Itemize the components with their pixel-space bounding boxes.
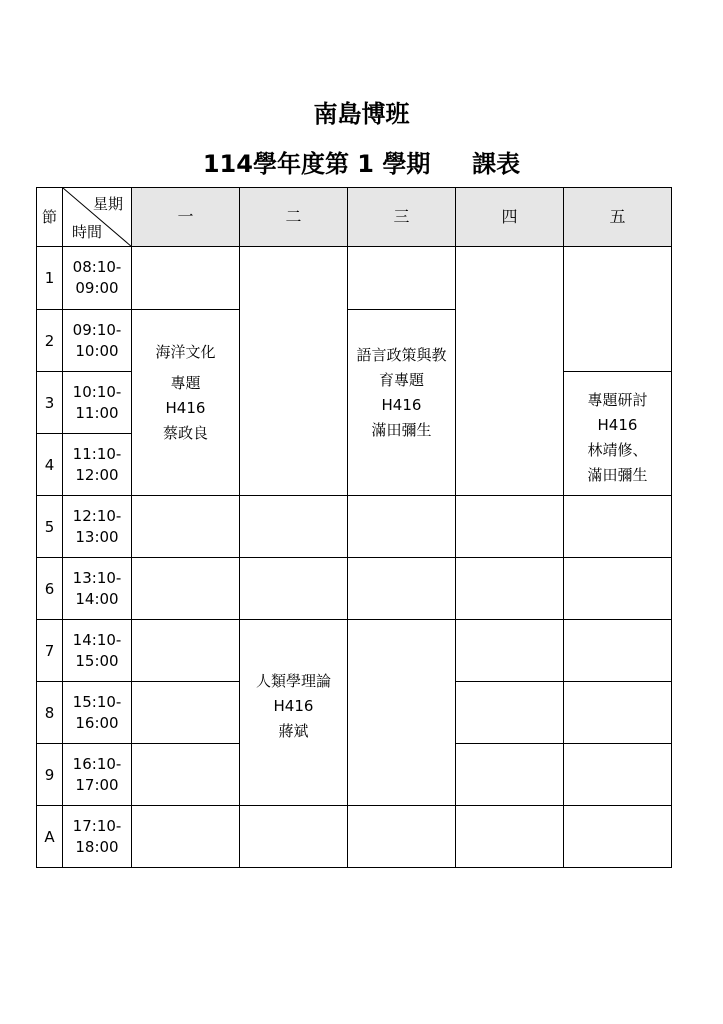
cell-mon-8 xyxy=(132,682,240,744)
period-time: 14:10- 15:00 xyxy=(63,620,132,682)
cell-tue-a xyxy=(240,806,348,868)
cell-mon-9 xyxy=(132,744,240,806)
course-tue xyxy=(240,620,348,806)
cell-fri-9 xyxy=(564,744,672,806)
table-row xyxy=(37,558,672,620)
period-number: 9 xyxy=(37,744,63,806)
cell-tue-6 xyxy=(240,558,348,620)
time-label: 時間 xyxy=(72,223,103,241)
cell-thu-a xyxy=(456,806,564,868)
table-row xyxy=(37,247,672,310)
period-time: 12:10- 13:00 xyxy=(63,496,132,558)
period-time: 09:10- 10:00 xyxy=(63,310,132,372)
course-teacher: 林靖修、 xyxy=(587,440,648,459)
course-name: 人類學理論 xyxy=(255,672,331,690)
cell-fri-6 xyxy=(564,558,672,620)
cell-mon-1 xyxy=(132,247,240,310)
course-teacher: 蔣斌 xyxy=(278,722,309,740)
day-header-tue: 二 xyxy=(240,188,348,247)
course-room: H416 xyxy=(381,395,422,414)
course-room: H416 xyxy=(597,415,638,434)
page-title: 南島博班 xyxy=(313,100,410,128)
period-number: 8 xyxy=(37,682,63,744)
cell-mon-a xyxy=(132,806,240,868)
cell-mon-5 xyxy=(132,496,240,558)
period-time: 15:10- 16:00 xyxy=(63,682,132,744)
course-teacher: 蔡政良 xyxy=(162,423,208,442)
day-header-mon: 一 xyxy=(132,188,240,247)
cell-thu-6 xyxy=(456,558,564,620)
cell-mon-7 xyxy=(132,620,240,682)
period-time: 10:10- 11:00 xyxy=(63,372,132,434)
cell-fri-7 xyxy=(564,620,672,682)
period-time: 16:10- 17:00 xyxy=(63,744,132,806)
cell-thu-7 xyxy=(456,620,564,682)
course-name: 專題研討 xyxy=(587,390,648,409)
cell-thu-1-4 xyxy=(456,247,564,496)
cell-mon-6 xyxy=(132,558,240,620)
cell-wed-6 xyxy=(348,558,456,620)
period-number: 3 xyxy=(37,372,63,434)
course-name-cont: 專題 xyxy=(170,373,201,392)
period-number: 7 xyxy=(37,620,63,682)
course-teacher: 滿田彌生 xyxy=(371,420,432,439)
table-row xyxy=(37,496,672,558)
day-header-fri: 五 xyxy=(564,188,672,247)
cell-thu-8 xyxy=(456,682,564,744)
cell-wed-1 xyxy=(348,247,456,310)
period-number: A xyxy=(37,806,63,868)
course-wed xyxy=(348,310,456,496)
day-header-thu: 四 xyxy=(456,188,564,247)
cell-wed-a xyxy=(348,806,456,868)
cell-tue-1-4 xyxy=(240,247,348,496)
course-mon xyxy=(132,310,240,496)
cell-tue-5 xyxy=(240,496,348,558)
course-name: 海洋文化 xyxy=(155,342,216,361)
period-header: 節 xyxy=(37,188,63,247)
cell-wed-7-9 xyxy=(348,620,456,806)
course-room: H416 xyxy=(273,697,314,715)
period-number: 1 xyxy=(37,247,63,310)
corner-header xyxy=(63,188,132,247)
period-number: 6 xyxy=(37,558,63,620)
period-time: 17:10- 18:00 xyxy=(63,806,132,868)
period-time: 11:10- 12:00 xyxy=(63,434,132,496)
page-subtitle: 114學年度第 1 學期 課表 xyxy=(202,150,521,178)
day-header-wed: 三 xyxy=(348,188,456,247)
period-time: 08:10- 09:00 xyxy=(63,247,132,310)
course-fri xyxy=(564,372,672,496)
cell-thu-5 xyxy=(456,496,564,558)
header-row xyxy=(37,188,672,247)
cell-wed-5 xyxy=(348,496,456,558)
period-time: 13:10- 14:00 xyxy=(63,558,132,620)
weekday-label: 星期 xyxy=(92,195,123,213)
course-name-cont: 育專題 xyxy=(378,370,424,389)
period-number: 4 xyxy=(37,434,63,496)
cell-fri-5 xyxy=(564,496,672,558)
table-row xyxy=(37,806,672,868)
period-number: 2 xyxy=(37,310,63,372)
period-number: 5 xyxy=(37,496,63,558)
course-teacher: 滿田彌生 xyxy=(587,465,648,484)
course-name: 語言政策與教 xyxy=(356,345,447,364)
cell-fri-a xyxy=(564,806,672,868)
cell-fri-1-2 xyxy=(564,247,672,372)
cell-fri-8 xyxy=(564,682,672,744)
table-row xyxy=(37,620,672,682)
course-room: H416 xyxy=(165,398,206,417)
timetable xyxy=(36,187,672,868)
cell-thu-9 xyxy=(456,744,564,806)
